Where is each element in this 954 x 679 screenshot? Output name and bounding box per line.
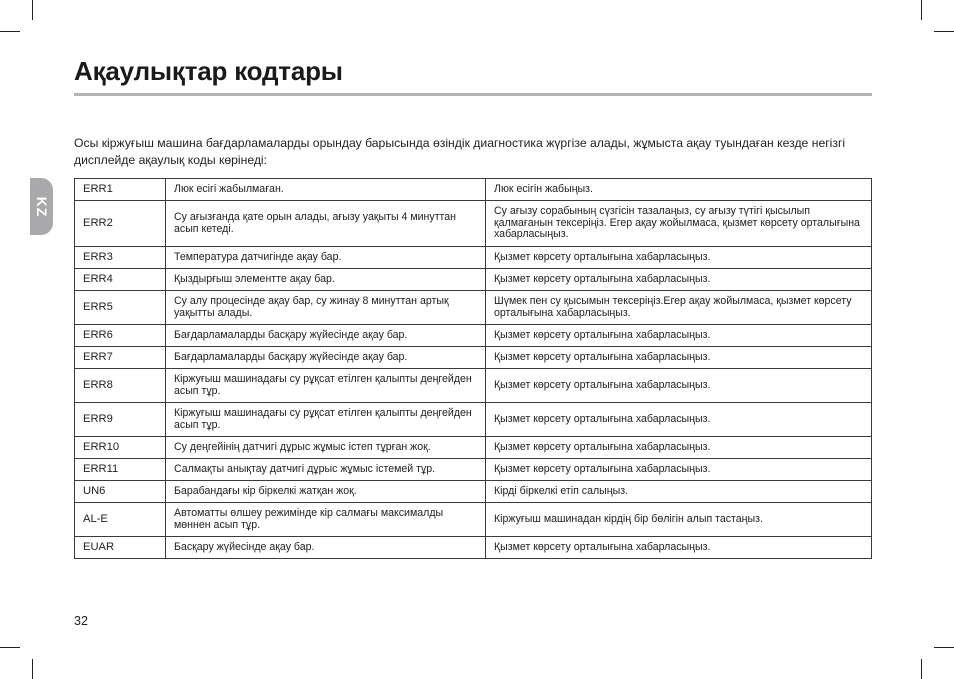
error-code-cell: EUAR xyxy=(75,537,166,559)
intro-paragraph: Осы кіржуғыш машина бағдарламаларды орындау барысында өзіндік диагностика жүргізе алады, жұмыста ақау туындаған кезде негізгі дисплейде ақаулық коды көрінеді: xyxy=(74,136,846,167)
problem-cell: Температура датчигінде ақау бар. xyxy=(166,247,486,269)
page-number: 32 xyxy=(74,614,88,628)
page-title: Ақаулықтар кодтары xyxy=(74,56,343,86)
error-code-cell: AL-E xyxy=(75,503,166,537)
error-codes-table xyxy=(74,178,872,559)
problem-cell: Су алу процесінде ақау бар, су жинау 8 минуттан артық уақытты алады. xyxy=(166,291,486,325)
table-row xyxy=(75,369,872,403)
table-row xyxy=(75,179,872,201)
solution-cell: Қызмет көрсету орталығына хабарласыңыз. xyxy=(486,437,872,459)
table-row xyxy=(75,325,872,347)
solution-cell: Қызмет көрсету орталығына хабарласыңыз. xyxy=(486,537,872,559)
error-code-cell: ERR11 xyxy=(75,459,166,481)
table-row xyxy=(75,247,872,269)
solution-cell: Шүмек пен су қысымын тексеріңіз.Егер ақау жойылмаса, қызмет көрсету орталығына хабарласыңыз. xyxy=(486,291,872,325)
error-code-cell: ERR2 xyxy=(75,201,166,247)
problem-cell: Су деңгейінің датчигі дұрыс жұмыс істеп тұрған жоқ. xyxy=(166,437,486,459)
error-code-cell: ERR9 xyxy=(75,403,166,437)
problem-cell: Барабандағы кір біркелкі жатқан жоқ. xyxy=(166,481,486,503)
crop-mark xyxy=(921,659,922,679)
crop-mark xyxy=(934,647,954,648)
solution-cell: Қызмет көрсету орталығына хабарласыңыз. xyxy=(486,347,872,369)
problem-cell: Салмақты анықтау датчигі дұрыс жұмыс істемей тұр. xyxy=(166,459,486,481)
error-code-cell: ERR7 xyxy=(75,347,166,369)
table-row xyxy=(75,291,872,325)
solution-cell: Кірді біркелкі етіп салыңыз. xyxy=(486,481,872,503)
language-tab-label: KZ xyxy=(33,196,50,217)
table-row xyxy=(75,269,872,291)
crop-mark xyxy=(32,0,33,20)
table-row xyxy=(75,481,872,503)
table-row xyxy=(75,201,872,247)
problem-cell: Кіржуғыш машинадағы су рұқсат етілген қалыпты деңгейден асып тұр. xyxy=(166,403,486,437)
problem-cell: Люк есігі жабылмаған. xyxy=(166,179,486,201)
solution-cell: Люк есігін жабыңыз. xyxy=(486,179,872,201)
error-code-cell: ERR8 xyxy=(75,369,166,403)
error-code-cell: UN6 xyxy=(75,481,166,503)
table-row xyxy=(75,503,872,537)
problem-cell: Су ағызғанда қате орын алады, ағызу уақыты 4 минуттан асып кетеді. xyxy=(166,201,486,247)
table-row xyxy=(75,537,872,559)
crop-mark xyxy=(934,31,954,32)
table-row xyxy=(75,459,872,481)
error-code-cell: ERR3 xyxy=(75,247,166,269)
solution-cell: Қызмет көрсету орталығына хабарласыңыз. xyxy=(486,459,872,481)
error-code-cell: ERR10 xyxy=(75,437,166,459)
table-row xyxy=(75,437,872,459)
error-code-cell: ERR6 xyxy=(75,325,166,347)
crop-mark xyxy=(32,659,33,679)
error-code-cell: ERR4 xyxy=(75,269,166,291)
solution-cell: Қызмет көрсету орталығына хабарласыңыз. xyxy=(486,325,872,347)
error-code-cell: ERR5 xyxy=(75,291,166,325)
problem-cell: Автоматты өлшеу режимінде кір салмағы максималды мөннен асып тұр. xyxy=(166,503,486,537)
language-side-tab xyxy=(30,178,53,235)
solution-cell: Су ағызу сорабының сүзгісін тазалаңыз, су ағызу түтігі қысылып қалмағанын тексеріңіз. Егер ақау жойылмаса, қызмет көрсету орталығына хабарласыңыз. xyxy=(486,201,872,247)
crop-mark xyxy=(0,647,20,648)
solution-cell: Қызмет көрсету орталығына хабарласыңыз. xyxy=(486,247,872,269)
solution-cell: Қызмет көрсету орталығына хабарласыңыз. xyxy=(486,269,872,291)
crop-mark xyxy=(921,0,922,20)
solution-cell: Қызмет көрсету орталығына хабарласыңыз. xyxy=(486,403,872,437)
problem-cell: Бағдарламаларды басқару жүйесінде ақау бар. xyxy=(166,347,486,369)
problem-cell: Басқару жүйесінде ақау бар. xyxy=(166,537,486,559)
crop-mark xyxy=(0,31,20,32)
problem-cell: Бағдарламаларды басқару жүйесінде ақау бар. xyxy=(166,325,486,347)
error-codes-table-body xyxy=(75,179,872,559)
table-row xyxy=(75,403,872,437)
solution-cell: Кіржуғыш машинадан кірдің бір бөлігін алып тастаңыз. xyxy=(486,503,872,537)
solution-cell: Қызмет көрсету орталығына хабарласыңыз. xyxy=(486,369,872,403)
title-divider xyxy=(74,93,872,96)
error-code-cell: ERR1 xyxy=(75,179,166,201)
problem-cell: Кіржуғыш машинадағы су рұқсат етілген қалыпты деңгейден асып тұр. xyxy=(166,369,486,403)
table-row xyxy=(75,347,872,369)
problem-cell: Қыздырғыш элементте ақау бар. xyxy=(166,269,486,291)
